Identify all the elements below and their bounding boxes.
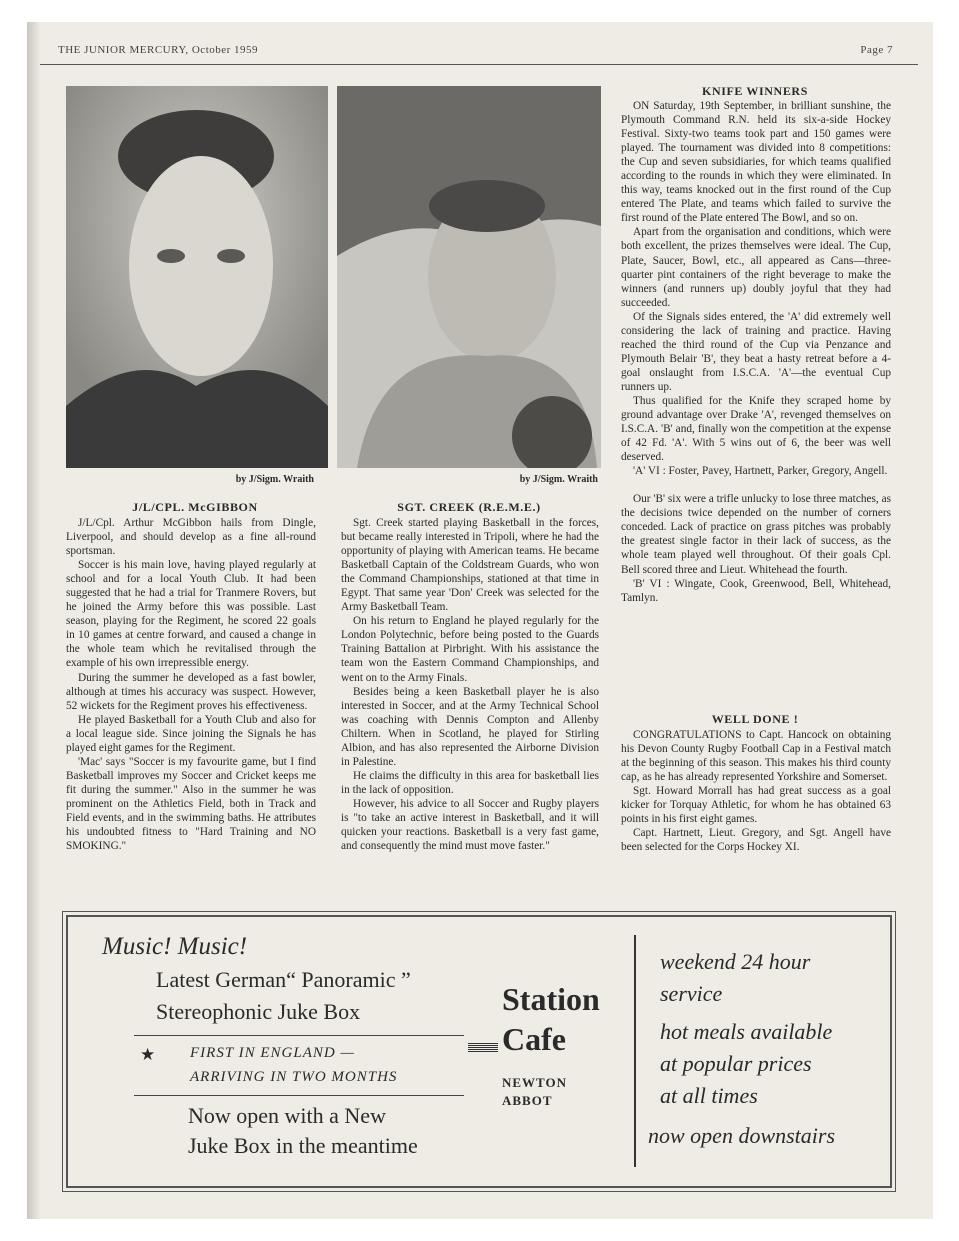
advert-line: FIRST IN ENGLAND — xyxy=(190,1045,355,1061)
mcgibbon-article xyxy=(66,516,316,853)
advert-line: service xyxy=(660,981,723,1006)
advert-location: NEWTON xyxy=(502,1075,567,1090)
advert-line: Stereophonic Juke Box xyxy=(156,999,361,1024)
portrait-image xyxy=(337,86,601,468)
article-paragraph: Apart from the organisation and conditions, which were both excellent, the prizes themselves were ideal. The Cup, Plate, Saucer, Bowl, etc., all appeared as Cans—three-quarter pint containers of the right beverage to make the winners (and runners up) doubly joyful that they had succeeded. xyxy=(621,226,891,309)
knife-winners-heading: KNIFE WINNERS xyxy=(702,84,808,98)
running-header: THE JUNIOR MERCURY, October 1959 xyxy=(58,44,259,56)
advert-station-title: Station xyxy=(502,981,600,1017)
advert-line: Now open with a New xyxy=(188,1103,386,1128)
advert-divider xyxy=(634,935,636,1167)
advert-line: weekend 24 hour xyxy=(660,949,811,974)
advert-line: hot meals available xyxy=(660,1019,833,1044)
article-paragraph: Thus qualified for the Knife they scraped home by ground advantage over Drake 'A', revenged themselves on I.S.C.A. 'B' and, finally won the competition at the expense of 42 Fd. 'A'. With 5 wins out of 6, the beer was well deserved. xyxy=(621,394,891,464)
article-paragraph: Besides being a keen Basketball player he is also interested in Soccer, and at the Army Technical School was coaching with Dennis Compton and Allenby Chiltern. When in Scotland, he played for Stirling Albion, and has also represented the Airborne Division in Palestine. xyxy=(341,685,599,768)
advert-line: now open downstairs xyxy=(648,1123,836,1148)
article-paragraph: Soccer is his main love, having played regularly at school and for a local Youth Club. It had been suggested that he had a trial for Tranmere Rovers, but he joined the Army before this was possible. Last season, playing for the Regiment, he scored 22 goals in 10 games at centre forward, and caused a change in the whole team which he revitalised through the example of his own irrepressible energy. xyxy=(66,559,316,670)
creek-article xyxy=(341,516,599,853)
advert-divider xyxy=(134,1095,464,1096)
article-paragraph: He claims the difficulty in this area for basketball lies in the lack of opposition. xyxy=(341,769,599,796)
article-paragraph: Sgt. Creek started playing Basketball in the forces, but became really interested in Tripoli, where he had the opportunity of playing with American teams. He became Basketball Captain of the Coldstream Guards, who won the Command Championships, stationed at that time in Egypt. That same year 'Don' Creek was selected for the Army Basketball Team. xyxy=(341,517,599,614)
article-paragraph: However, his advice to all Soccer and Rugby players is "to take an active interest in Basketball, and it will quicken your reactions. Basketball is a very fast game, and consequently the mind must move faster." xyxy=(341,797,599,853)
article-paragraph: 'Mac' says "Soccer is my favourite game, but I find Basketball improves my Soccer and Cricket keeps me fit during the summer." Also in the summer he was prominent on the Athletics Field, both in Track and Field events, and in the swimming baths. He attributes his undoubted fitness to "Hard Training and NO SMOKING." xyxy=(66,755,316,853)
article-paragraph: CONGRATULATIONS to Capt. Hancock on obtaining his Devon County Rugby Football Cap in a Festival match at the beginning of this season. This makes his third county cap, as he has already represented Yorkshire and Somerset. xyxy=(621,729,891,784)
photo-credit: by J/Sigm. Wraith xyxy=(519,474,598,485)
article-paragraph: Capt. Hartnett, Lieut. Gregory, and Sgt. Angell have been selected for the Corps Hockey XI. xyxy=(621,827,891,854)
article-paragraph: On his return to England he played regularly for the London Polytechnic, before being posted to the Guards Training Battalion at Pirbright. With his assistance the team won the Eastern Command Championships, and went on to the Army Finals. xyxy=(341,615,599,684)
portrait-image xyxy=(66,86,328,468)
page-spine-shadow xyxy=(27,22,41,1219)
header-rule xyxy=(40,64,918,65)
article-paragraph: Sgt. Howard Morrall has had great success as a goal kicker for Torquay Athletic, for whom he has obtained 63 points in his first eight games. xyxy=(621,785,891,826)
well-done-article xyxy=(621,728,891,854)
station-cafe-advert xyxy=(66,915,892,1188)
mcgibbon-photo xyxy=(66,86,328,468)
advert-line: Latest German“ Panoramic ” xyxy=(156,967,411,992)
advert-divider xyxy=(134,1035,464,1036)
team-list: 'B' VI : Wingate, Cook, Greenwood, Bell, Whitehead, Tamlyn. xyxy=(621,577,891,604)
article-paragraph: Of the Signals sides entered, the 'A' did extremely well considering the lack of training and practice. Having reached the third round of the Cup via Penzance and Plymouth Belair 'B', they beat a hasty retreat before a 4-goal onslaught from I.S.C.A. 'A'—the eventual Cup runners up. xyxy=(621,310,891,393)
advert-music-heading: Music! Music! xyxy=(102,933,248,960)
star-icon: ★ xyxy=(140,1045,156,1064)
knife-winners-article xyxy=(621,99,891,605)
creek-photo xyxy=(337,86,601,468)
article-paragraph: During the summer he developed as a fast bowler, although at times his accuracy was suspect. However, 52 wickets for the Regiment proves his effectiveness. xyxy=(66,671,316,712)
mcgibbon-heading: J/L/CPL. McGIBBON xyxy=(132,500,258,514)
article-paragraph: J/L/Cpl. Arthur McGibbon hails from Dingle, Liverpool, and should develop as a fine all-round sportsman. xyxy=(66,517,316,558)
advert-line: at popular prices xyxy=(660,1051,812,1076)
creek-heading: SGT. CREEK (R.E.M.E.) xyxy=(397,500,541,514)
article-paragraph: Our 'B' six were a trifle unlucky to lose three matches, as the decisions twice depended on the number of corners conceded. Lack of practice on grass pitches was probably the greatest single factor in their lack of success, as the whole team played well throughout. Of their goals Cpl. Bell scored three and Lieut. Whitehead the fourth. xyxy=(621,493,891,576)
advert-cafe-title: Cafe xyxy=(502,1021,566,1057)
advert-line: ARRIVING IN TWO MONTHS xyxy=(190,1069,398,1085)
advert-location: ABBOT xyxy=(502,1093,553,1108)
advert-line: at all times xyxy=(660,1083,758,1108)
team-list: 'A' VI : Foster, Pavey, Hartnett, Parker, Gregory, Angell. xyxy=(633,465,888,478)
bar-ornament-icon xyxy=(468,1043,498,1052)
article-paragraph: ON Saturday, 19th September, in brilliant sunshine, the Plymouth Command R.N. held its six-a-side Hockey Festival. Sixty-two teams took part and 150 games were played. The tournament was divided into 8 competitions: the Cup and seven subsidiaries, for which teams qualified according to the rounds in which they were eliminated. In this way, teams knocked out in the first round of the Cup entered The Plate, and teams which failed to survive the first round of the Plate entered The Bowl, and so on. xyxy=(621,100,891,225)
advert-line: Juke Box in the meantime xyxy=(188,1133,418,1158)
page-number: Page 7 xyxy=(860,44,893,56)
photo-credit: by J/Sigm. Wraith xyxy=(235,474,314,485)
well-done-heading: WELL DONE ! xyxy=(711,712,799,726)
article-paragraph: He played Basketball for a Youth Club and also for a local league side. Since joining the Signals he has played eight games for the Regiment. xyxy=(66,713,316,754)
